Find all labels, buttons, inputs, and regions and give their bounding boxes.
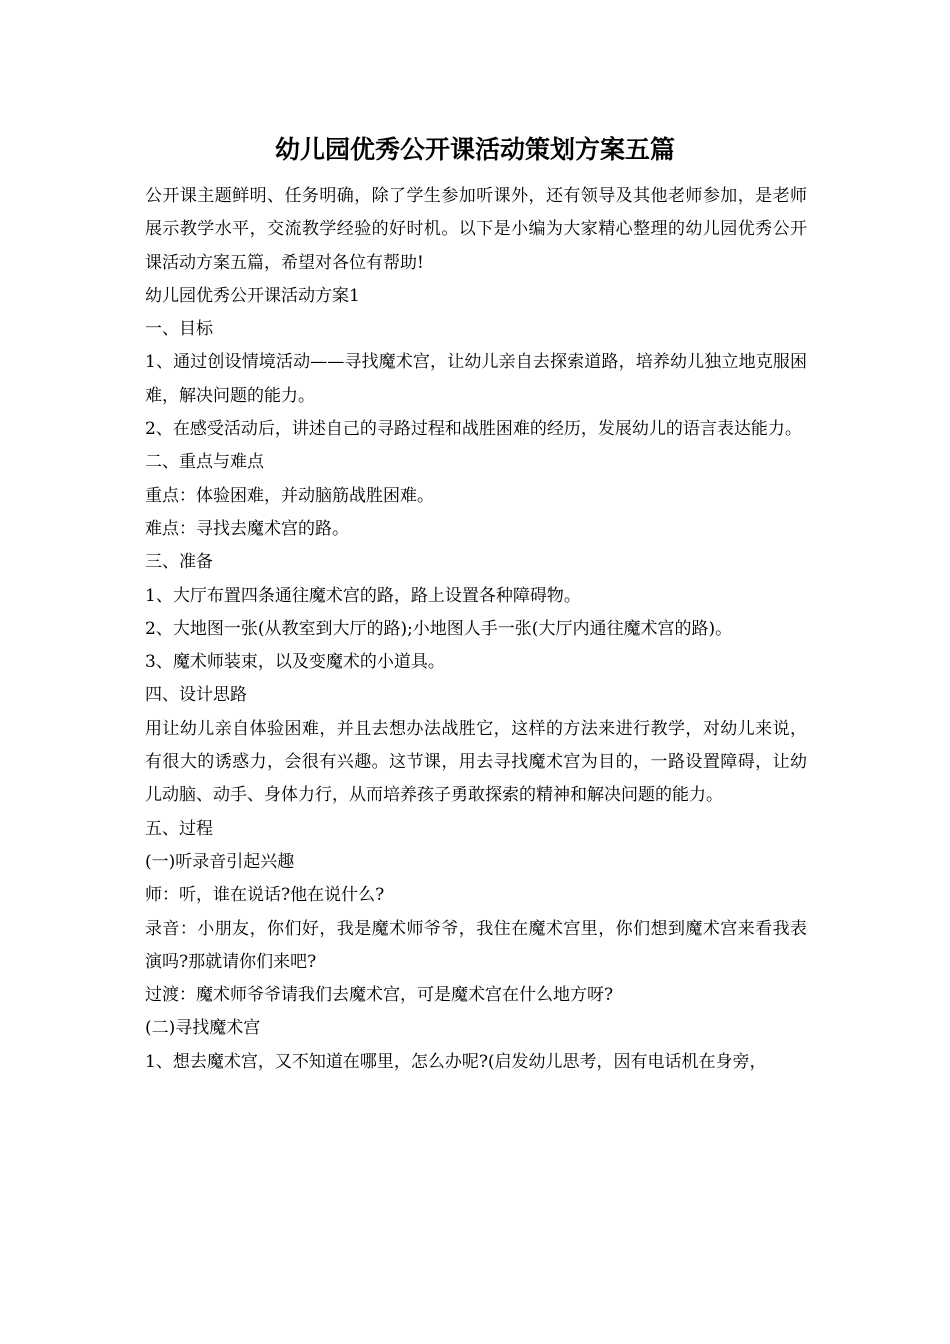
paragraph-intro: 公开课主题鲜明、任务明确，除了学生参加听课外，还有领导及其他老师参加，是老师展示教学水平，交流教学经验的好时机。以下是小编为大家精心整理的幼儿园优秀公开课活动方案五篇，希望对各位有帮助! bbox=[145, 186, 807, 273]
section-heading-goals: 一、目标 bbox=[145, 319, 213, 340]
paragraph-search-1: 1、想去魔术宫，又不知道在哪里，怎么办呢?(启发幼儿思考，因有电话机在身旁， bbox=[145, 1051, 767, 1072]
section-heading-design: 四、设计思路 bbox=[145, 685, 247, 706]
document-body bbox=[145, 180, 807, 1079]
paragraph-prep-3: 3、魔术师装束，以及变魔术的小道具。 bbox=[145, 652, 445, 673]
section-heading-preparation: 三、准备 bbox=[145, 552, 213, 573]
paragraph-goal-1: 1、通过创设情境活动——寻找魔术宫，让幼儿亲自去探索道路，培养幼儿独立地克服困难，解决问题的能力。 bbox=[145, 352, 807, 406]
paragraph-prep-1: 1、大厅布置四条通往魔术宫的路，路上设置各种障碍物。 bbox=[145, 585, 581, 606]
paragraph-transition: 过渡：魔术师爷爷请我们去魔术宫，可是魔术宫在什么地方呀? bbox=[145, 985, 614, 1006]
paragraph-recording: 录音：小朋友，你们好，我是魔术师爷爷，我住在魔术宫里，你们想到魔术宫来看我表演吗?那就请你们来吧? bbox=[145, 918, 807, 972]
paragraph-prep-2: 2、大地图一张(从教室到大厅的路);小地图人手一张(大厅内通往魔术宫的路)。 bbox=[145, 618, 733, 639]
paragraph-difficulty: 难点：寻找去魔术宫的路。 bbox=[145, 518, 349, 539]
paragraph-goal-2: 2、在感受活动后，讲述自己的寻路过程和战胜困难的经历，发展幼儿的语言表达能力。 bbox=[145, 419, 802, 440]
paragraph-key-point: 重点：体验困难，并动脑筋战胜困难。 bbox=[145, 485, 434, 506]
subsection-heading-search: (二)寻找魔术宫 bbox=[145, 1018, 261, 1039]
section-heading-key-points: 二、重点与难点 bbox=[145, 452, 264, 473]
paragraph-teacher-line: 师：听，谁在说话?他在说什么? bbox=[145, 885, 385, 906]
subsection-heading-listen: (一)听录音引起兴趣 bbox=[145, 851, 295, 872]
section-heading-plan-1: 幼儿园优秀公开课活动方案1 bbox=[145, 285, 360, 306]
document-title: 幼儿园优秀公开课活动策划方案五篇 bbox=[274, 135, 675, 164]
section-heading-process: 五、过程 bbox=[145, 818, 213, 839]
paragraph-design: 用让幼儿亲自体验困难，并且去想办法战胜它，这样的方法来进行教学，对幼儿来说，有很大的诱惑力，会很有兴趣。这节课，用去寻找魔术宫为目的，一路设置障碍，让幼儿动脑、动手、身体力行，从而培养孩子勇敢探索的精神和解决问题的能力。 bbox=[145, 718, 807, 806]
